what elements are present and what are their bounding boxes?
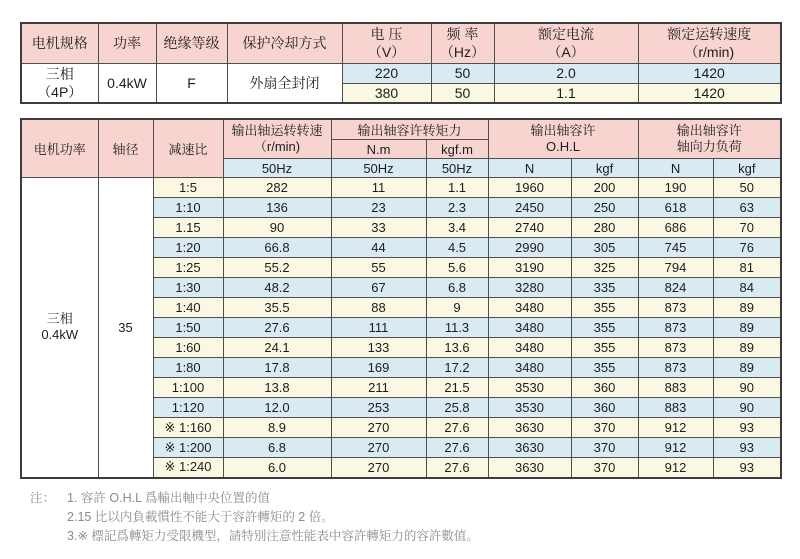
perf-cell-torque-kgfm: 5.6: [426, 258, 488, 278]
perf-cell-torque-kgfm: 27.6: [426, 438, 488, 458]
perf-header-torque-nm: N.m: [331, 140, 426, 159]
perf-cell-axial-kgf: 70: [713, 218, 781, 238]
perf-cell-torque-kgfm: 17.2: [426, 358, 488, 378]
perf-cell-ohl-n: 3280: [488, 278, 571, 298]
perf-subheader-ohl-kgf: kgf: [571, 159, 638, 178]
perf-subheader-speed-50hz: 50Hz: [223, 159, 331, 178]
perf-cell-axial-kgf: 89: [713, 318, 781, 338]
perf-cell-ohl-kgf: 325: [571, 258, 638, 278]
perf-cell-axial-n: 912: [638, 418, 713, 438]
perf-cell-axial-n: 883: [638, 398, 713, 418]
spec-header-voltage-line1: 电 压: [370, 26, 403, 43]
spec-protection-cell: 外扇全封闭: [227, 63, 342, 103]
perf-motor-power-cell: [21, 178, 98, 478]
perf-header-ohl-line1: 输出轴容许: [530, 123, 596, 138]
perf-cell-reduction-ratio: 1:25: [153, 258, 223, 278]
perf-cell-ohl-kgf: 200: [571, 178, 638, 198]
spec-frequency-cell: 50: [431, 63, 494, 83]
perf-cell-axial-n: 883: [638, 378, 713, 398]
perf-cell-reduction-ratio: 1:80: [153, 358, 223, 378]
perf-cell-axial-kgf: 89: [713, 358, 781, 378]
perf-cell-ohl-n: 3630: [488, 438, 571, 458]
perf-cell-torque-kgfm: 2.3: [426, 198, 488, 218]
perf-header-shaft-diameter: 轴径: [98, 119, 153, 178]
spec-header-frequency: [431, 23, 494, 63]
spec-header-frequency-line1: 频 率: [446, 26, 479, 43]
spec-voltage-cell: 380: [342, 83, 431, 103]
spec-header-speed-line2: （r/min): [684, 44, 735, 61]
perf-cell-ohl-kgf: 360: [571, 398, 638, 418]
perf-cell-torque-nm: 133: [331, 338, 426, 358]
perf-cell-axial-n: 873: [638, 318, 713, 338]
perf-cell-torque-nm: 211: [331, 378, 426, 398]
perf-subheader-axial-kgf: kgf: [713, 159, 781, 178]
perf-cell-torque-nm: 270: [331, 418, 426, 438]
perf-cell-ohl-n: 1960: [488, 178, 571, 198]
perf-cell-reduction-ratio: 1:60: [153, 338, 223, 358]
perf-motor-power-line1: 三相: [46, 311, 73, 327]
perf-cell-output-speed-50hz: 48.2: [223, 278, 331, 298]
perf-cell-output-speed-50hz: 13.8: [223, 378, 331, 398]
perf-cell-torque-kgfm: 27.6: [426, 418, 488, 438]
spec-frequency-cell: 50: [431, 83, 494, 103]
perf-cell-reduction-ratio: 1:30: [153, 278, 223, 298]
perf-cell-axial-kgf: 81: [713, 258, 781, 278]
perf-cell-reduction-ratio: ※ 1:200: [153, 438, 223, 458]
spec-header-row: [21, 23, 781, 63]
spec-motor-type-cell: [21, 63, 98, 103]
perf-cell-axial-kgf: 63: [713, 198, 781, 218]
spec-row-220v: [21, 63, 781, 83]
spec-header-current-line2: （A）: [547, 44, 585, 61]
perf-header-output-speed: [223, 119, 331, 159]
perf-cell-output-speed-50hz: 24.1: [223, 338, 331, 358]
perf-cell-reduction-ratio: ※ 1:240: [153, 458, 223, 478]
performance-table: [20, 118, 782, 479]
perf-cell-output-speed-50hz: 90: [223, 218, 331, 238]
perf-cell-axial-kgf: 76: [713, 238, 781, 258]
perf-cell-ohl-n: 3630: [488, 418, 571, 438]
spec-motor-type-line2: （4P）: [37, 83, 83, 100]
perf-cell-output-speed-50hz: 282: [223, 178, 331, 198]
perf-cell-torque-kgfm: 25.8: [426, 398, 488, 418]
perf-cell-torque-nm: 270: [331, 458, 426, 478]
perf-cell-ohl-kgf: 305: [571, 238, 638, 258]
perf-cell-ohl-kgf: 370: [571, 438, 638, 458]
footnote-item: 3.※ 標記爲轉矩力受限機型，請特別注意性能表中容許轉矩力的容許數值。: [67, 529, 479, 543]
perf-cell-reduction-ratio: 1:50: [153, 318, 223, 338]
perf-cell-output-speed-50hz: 66.8: [223, 238, 331, 258]
perf-header-ohl-line2: O.H.L: [546, 139, 580, 154]
perf-header-allowable-torque: 输出轴容许转矩力: [331, 119, 488, 140]
perf-cell-reduction-ratio: 1:100: [153, 378, 223, 398]
spec-header-voltage-line2: （V）: [367, 44, 406, 61]
footnotes: [30, 489, 479, 546]
footnotes-list: [67, 489, 479, 546]
perf-cell-torque-nm: 23: [331, 198, 426, 218]
perf-cell-reduction-ratio: 1:10: [153, 198, 223, 218]
spec-header-current-line1: 额定电流: [538, 26, 594, 43]
perf-cell-axial-n: 873: [638, 298, 713, 318]
perf-cell-reduction-ratio: 1:120: [153, 398, 223, 418]
perf-header-torque-kgfm: kgf.m: [426, 140, 488, 159]
perf-cell-ohl-n: 3480: [488, 318, 571, 338]
spec-header-power: 功率: [98, 23, 156, 63]
perf-cell-axial-n: 794: [638, 258, 713, 278]
perf-cell-output-speed-50hz: 35.5: [223, 298, 331, 318]
spec-header-motor-spec: 电机规格: [21, 23, 98, 63]
perf-cell-ohl-n: 3480: [488, 358, 571, 378]
spec-insulation-cell: F: [156, 63, 227, 103]
perf-subheader-nm-50hz: 50Hz: [331, 159, 426, 178]
perf-subheader-kgfm-50hz: 50Hz: [426, 159, 488, 178]
perf-row: [21, 178, 781, 198]
spec-header-rated-speed: [638, 23, 781, 63]
perf-cell-torque-kgfm: 27.6: [426, 458, 488, 478]
perf-header-axial-line2: 轴向力负荷: [676, 139, 742, 154]
perf-cell-ohl-n: 2990: [488, 238, 571, 258]
spec-current-cell: 1.1: [494, 83, 638, 103]
perf-header-output-speed-line2: （r/min): [253, 139, 301, 154]
perf-cell-reduction-ratio: 1.15: [153, 218, 223, 238]
perf-cell-axial-kgf: 89: [713, 298, 781, 318]
motor-spec-table: [20, 22, 782, 104]
perf-cell-axial-n: 190: [638, 178, 713, 198]
perf-cell-torque-kgfm: 9: [426, 298, 488, 318]
perf-cell-axial-n: 912: [638, 458, 713, 478]
perf-cell-ohl-n: 3530: [488, 398, 571, 418]
perf-cell-ohl-n: 2740: [488, 218, 571, 238]
spec-speed-cell: 1420: [638, 83, 781, 103]
perf-cell-ohl-kgf: 360: [571, 378, 638, 398]
perf-cell-torque-nm: 11: [331, 178, 426, 198]
spec-power-cell: 0.4kW: [98, 63, 156, 103]
perf-cell-reduction-ratio: 1:20: [153, 238, 223, 258]
perf-cell-axial-n: 824: [638, 278, 713, 298]
perf-header-ohl: [488, 119, 638, 159]
perf-cell-torque-nm: 88: [331, 298, 426, 318]
footnote-item: 2.15 比以内負載慣性不能大于容許轉矩的 2 倍。: [67, 510, 334, 524]
spec-header-speed-line1: 额定运转速度: [667, 26, 752, 43]
perf-cell-axial-kgf: 93: [713, 458, 781, 478]
perf-cell-output-speed-50hz: 8.9: [223, 418, 331, 438]
perf-cell-output-speed-50hz: 55.2: [223, 258, 331, 278]
perf-cell-torque-nm: 44: [331, 238, 426, 258]
spec-speed-cell: 1420: [638, 63, 781, 83]
perf-cell-axial-kgf: 50: [713, 178, 781, 198]
perf-cell-ohl-kgf: 355: [571, 298, 638, 318]
perf-header-axial-load: [638, 119, 781, 159]
perf-cell-axial-kgf: 93: [713, 438, 781, 458]
perf-cell-ohl-kgf: 355: [571, 338, 638, 358]
perf-motor-power-line2: 0.4kW: [41, 327, 79, 343]
perf-cell-ohl-n: 3480: [488, 298, 571, 318]
perf-cell-axial-n: 873: [638, 338, 713, 358]
perf-header-motor-power: 电机功率: [21, 119, 98, 178]
perf-cell-ohl-kgf: 335: [571, 278, 638, 298]
perf-cell-output-speed-50hz: 27.6: [223, 318, 331, 338]
spec-voltage-cell: 220: [342, 63, 431, 83]
perf-cell-ohl-kgf: 250: [571, 198, 638, 218]
perf-cell-ohl-n: 3480: [488, 338, 571, 358]
spec-motor-type-line1: 三相: [45, 65, 74, 82]
perf-cell-torque-nm: 111: [331, 318, 426, 338]
perf-cell-ohl-kgf: 370: [571, 418, 638, 438]
perf-cell-torque-kgfm: 1.1: [426, 178, 488, 198]
footnote-item: 1. 容許 O.H.L 爲輸出軸中央位置的值: [67, 491, 271, 505]
footnotes-label: 注：: [30, 491, 56, 505]
perf-subheader-axial-n: N: [638, 159, 713, 178]
perf-cell-ohl-kgf: 355: [571, 358, 638, 378]
perf-cell-axial-kgf: 90: [713, 398, 781, 418]
perf-header-reduction-ratio: 减速比: [153, 119, 223, 178]
perf-cell-ohl-kgf: 355: [571, 318, 638, 338]
perf-cell-torque-nm: 55: [331, 258, 426, 278]
perf-header-output-speed-line1: 输出轴运转转速: [231, 123, 323, 138]
perf-cell-ohl-n: 2450: [488, 198, 571, 218]
perf-cell-torque-nm: 169: [331, 358, 426, 378]
perf-cell-output-speed-50hz: 12.0: [223, 398, 331, 418]
perf-cell-ohl-n: 3530: [488, 378, 571, 398]
perf-cell-axial-n: 873: [638, 358, 713, 378]
perf-cell-torque-nm: 253: [331, 398, 426, 418]
perf-cell-torque-nm: 33: [331, 218, 426, 238]
perf-cell-output-speed-50hz: 17.8: [223, 358, 331, 378]
perf-cell-axial-n: 686: [638, 218, 713, 238]
perf-cell-axial-n: 745: [638, 238, 713, 258]
spec-header-voltage: [342, 23, 431, 63]
perf-cell-output-speed-50hz: 136: [223, 198, 331, 218]
perf-subheader-ohl-n: N: [488, 159, 571, 178]
perf-header-axial-line1: 输出轴容许: [676, 123, 742, 138]
perf-cell-output-speed-50hz: 6.8: [223, 438, 331, 458]
perf-cell-torque-kgfm: 6.8: [426, 278, 488, 298]
perf-cell-ohl-n: 3630: [488, 458, 571, 478]
perf-cell-ohl-kgf: 370: [571, 458, 638, 478]
perf-cell-axial-n: 912: [638, 438, 713, 458]
perf-shaft-diameter-cell: 35: [98, 178, 153, 478]
perf-cell-reduction-ratio: 1:40: [153, 298, 223, 318]
perf-cell-output-speed-50hz: 6.0: [223, 458, 331, 478]
perf-cell-ohl-kgf: 280: [571, 218, 638, 238]
spec-header-protection: 保护冷却方式: [227, 23, 342, 63]
spec-header-insulation: 绝缘等级: [156, 23, 227, 63]
perf-cell-torque-nm: 270: [331, 438, 426, 458]
perf-cell-axial-kgf: 84: [713, 278, 781, 298]
perf-cell-torque-kgfm: 3.4: [426, 218, 488, 238]
perf-cell-torque-kgfm: 11.3: [426, 318, 488, 338]
spec-current-cell: 2.0: [494, 63, 638, 83]
perf-cell-axial-kgf: 93: [713, 418, 781, 438]
perf-cell-reduction-ratio: ※ 1:160: [153, 418, 223, 438]
perf-cell-axial-n: 618: [638, 198, 713, 218]
perf-cell-torque-kgfm: 13.6: [426, 338, 488, 358]
perf-header-row-1: [21, 119, 781, 140]
spec-header-rated-current: [494, 23, 638, 63]
perf-cell-axial-kgf: 90: [713, 378, 781, 398]
perf-cell-torque-kgfm: 4.5: [426, 238, 488, 258]
perf-cell-torque-kgfm: 21.5: [426, 378, 488, 398]
perf-cell-reduction-ratio: 1:5: [153, 178, 223, 198]
spec-header-frequency-line2: （Hz）: [439, 44, 486, 61]
perf-cell-ohl-n: 3190: [488, 258, 571, 278]
perf-cell-torque-nm: 67: [331, 278, 426, 298]
perf-cell-axial-kgf: 89: [713, 338, 781, 358]
